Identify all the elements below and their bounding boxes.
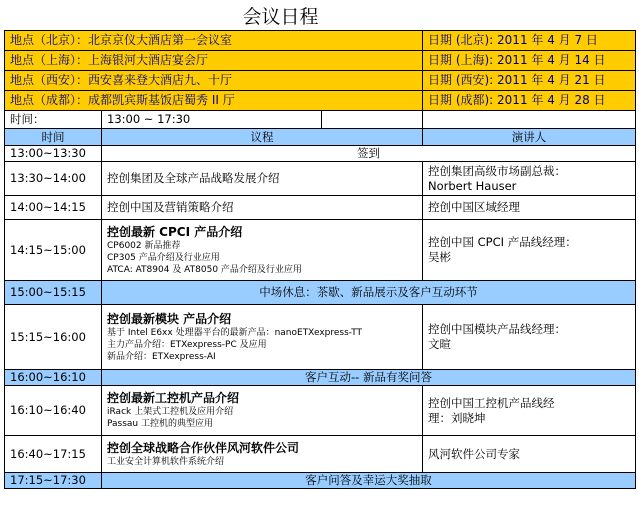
row-time: 16:40~17:15 (5, 436, 102, 473)
location-place: 地点（上海）：上海银河大酒店宴会厅 (5, 51, 423, 71)
row-speaker (423, 305, 636, 370)
location-date: 日期 (西安): 2011 年 4 月 21 日 (423, 71, 636, 91)
row-time: 16:00~16:10 (5, 370, 102, 386)
row-full-item: 中场休息：茶歇、新品展示及客户互动环节 (102, 281, 636, 305)
speaker-line: 控创中国模块产品线经理： (428, 322, 566, 336)
page-title: 会议日程 (242, 5, 319, 28)
agenda-detail: 基于 Intel E6xx 处理器平台的最新产品：nanoETXexpress-TT (107, 327, 363, 338)
agenda-detail: ATCA: AT8904 及 AT8050 产品介绍及行业应用 (107, 264, 302, 275)
agenda-table (4, 4, 636, 489)
agenda-sheet (4, 4, 635, 489)
location-date: 日期 (上海): 2011 年 4 月 14 日 (423, 51, 636, 71)
agenda-detail: 新品介绍：ETXexpress-AI (107, 351, 216, 362)
location-row-xian (5, 71, 636, 91)
header-row (5, 129, 636, 146)
table-row (5, 386, 636, 436)
table-row (5, 146, 636, 162)
agenda-detail: Passau 工控机的典型应用 (107, 419, 213, 429)
time-label: 时间： (5, 111, 102, 129)
row-agenda (102, 220, 423, 281)
location-row-shanghai (5, 51, 636, 71)
row-agenda (102, 305, 423, 370)
row-time: 14:00~14:15 (5, 196, 102, 220)
location-place: 地点（北京）：北京京仪大酒店第一会议室 (5, 31, 423, 51)
agenda-detail: iRack 上架式工控机及应用介绍 (107, 407, 234, 417)
header-time: 时间 (5, 129, 102, 146)
row-time: 13:00~13:30 (5, 146, 102, 162)
agenda-detail: 工业安全计算机软件系统介绍 (107, 456, 225, 467)
row-agenda (102, 436, 423, 473)
header-agenda: 议程 (102, 129, 423, 146)
speaker-line: 吴彬 (428, 250, 451, 264)
agenda-title: 控创最新模块 产品介绍 (107, 311, 232, 326)
agenda-title: 控创最新工控机产品介绍 (107, 391, 240, 405)
location-place: 地点（成都）：成都凯宾斯基饭店蜀秀 II 厅 (5, 91, 423, 111)
row-speaker: 控创中国区域经理 (423, 196, 636, 220)
row-speaker (423, 162, 636, 196)
table-row (5, 436, 636, 473)
table-row (5, 162, 636, 196)
row-speaker (423, 220, 636, 281)
location-row-beijing (5, 31, 636, 51)
speaker-line: Norbert Hauser (428, 178, 517, 193)
row-agenda (102, 386, 423, 436)
row-time: 17:15~17:30 (5, 473, 102, 489)
agenda-title: 控创全球战略合作伙伴风河软件公司 (107, 440, 300, 455)
row-full-item: 签到 (102, 146, 636, 162)
row-time: 15:15~16:00 (5, 305, 102, 370)
table-row (5, 196, 636, 220)
row-agenda: 控创集团及全球产品战略发展介绍 (102, 162, 423, 196)
header-speaker: 演讲人 (423, 129, 636, 146)
table-row (5, 370, 636, 386)
time-summary-row (5, 111, 636, 129)
speaker-line: 控创中国工控机产品线经 (428, 395, 555, 410)
agenda-detail: CP6002 新品推荐 (107, 240, 181, 251)
agenda-detail: CP305 产品介绍及行业应用 (107, 252, 220, 263)
row-speaker (423, 386, 636, 436)
table-row (5, 305, 636, 370)
speaker-line: 文暄 (428, 337, 451, 351)
title-row (5, 4, 636, 31)
row-agenda: 控创中国及营销策略介绍 (102, 196, 423, 220)
row-speaker: 风河软件公司专家 (423, 436, 636, 473)
row-time: 16:10~16:40 (5, 386, 102, 436)
table-row (5, 281, 636, 305)
location-row-chengdu (5, 91, 636, 111)
time-range: 13:00 ~ 17:30 (102, 111, 322, 129)
speaker-line: 控创集团高级市场副总裁： (428, 163, 566, 178)
row-full-item: 客户问答及幸运大奖抽取 (102, 473, 636, 489)
agenda-title: 控创最新 CPCI 产品介绍 (107, 224, 243, 239)
speaker-line: 理：刘晓坤 (428, 410, 486, 425)
table-row (5, 473, 636, 489)
agenda-detail: 主力产品介绍：ETXexpress-PC 及应用 (107, 339, 267, 350)
location-date: 日期 (北京): 2011 年 4 月 7 日 (423, 31, 636, 51)
row-time: 14:15~15:00 (5, 220, 102, 281)
row-time: 13:30~14:00 (5, 162, 102, 196)
table-row (5, 220, 636, 281)
speaker-line: 控创中国 CPCI 产品线经理： (428, 235, 577, 249)
row-time: 15:00~15:15 (5, 281, 102, 305)
location-date: 日期 (成都): 2011 年 4 月 28 日 (423, 91, 636, 111)
row-full-item: 客户互动-- 新品有奖问答 (102, 370, 636, 386)
location-place: 地点（西安）：西安喜来登大酒店九、十厅 (5, 71, 423, 91)
